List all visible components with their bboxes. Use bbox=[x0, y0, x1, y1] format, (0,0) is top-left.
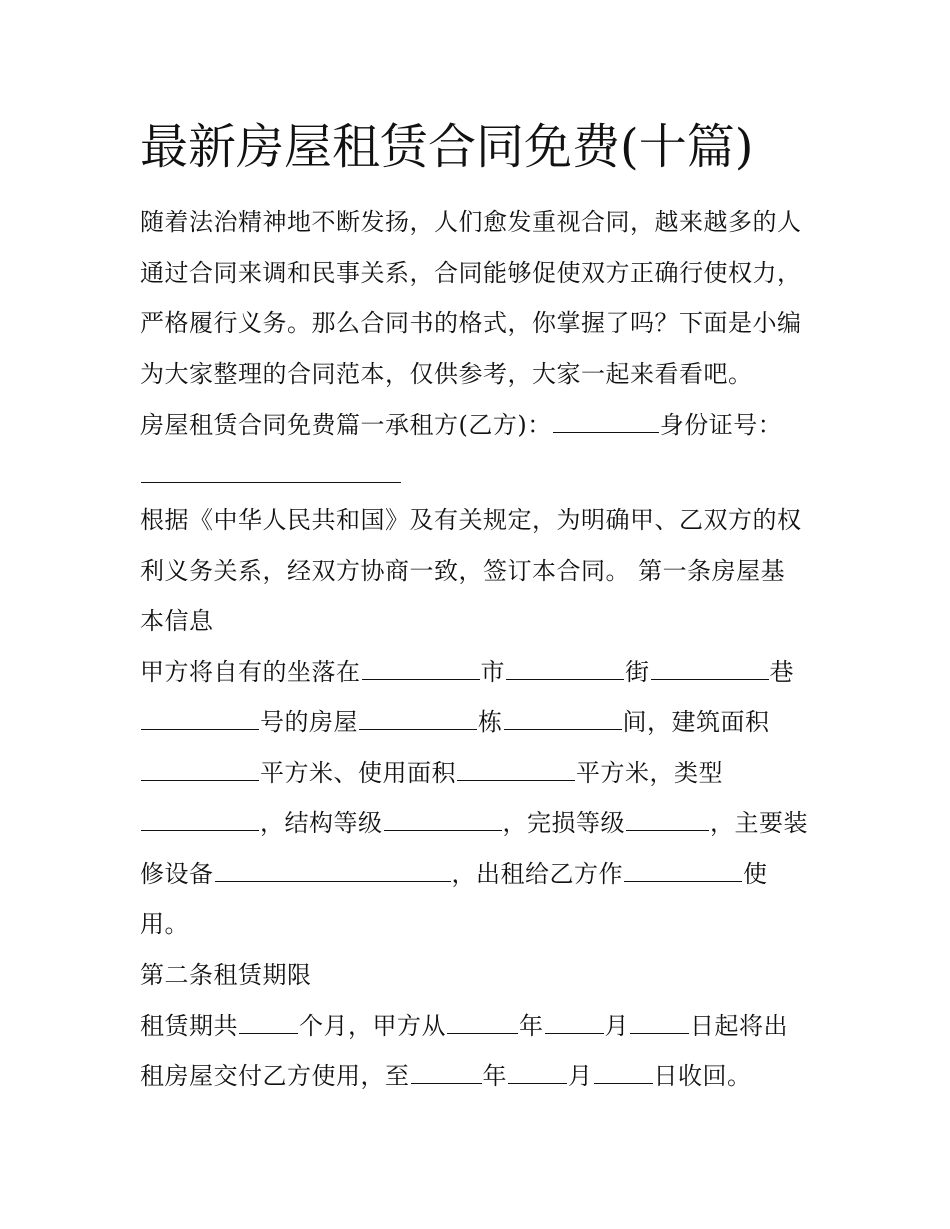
line-text: 栋 bbox=[478, 708, 503, 736]
fill-in-blank bbox=[362, 657, 480, 680]
line-text: 个月，甲方从 bbox=[299, 1012, 446, 1040]
document-line bbox=[140, 604, 214, 638]
document-line bbox=[140, 408, 782, 442]
line-text: 平方米，类型 bbox=[576, 759, 723, 787]
line-text: 街 bbox=[625, 658, 650, 686]
line-text: 修设备 bbox=[140, 860, 214, 888]
document-line bbox=[140, 1009, 788, 1043]
fill-in-blank bbox=[457, 758, 575, 781]
document-title: 最新房屋租赁合同免费(十篇) bbox=[140, 119, 754, 175]
document-line bbox=[140, 857, 768, 891]
line-text: 随着法治精神地不断发扬，人们愈发重视合同，越来越多的人 bbox=[140, 208, 802, 236]
document-line bbox=[140, 705, 770, 739]
document-line bbox=[140, 357, 753, 391]
line-text: ，出租给乙方作 bbox=[451, 860, 623, 888]
line-text: 根据《中华人民共和国》及有关规定，为明确甲、乙双方的权 bbox=[140, 506, 802, 534]
line-text: 使 bbox=[743, 860, 768, 888]
line-text: 身份证号： bbox=[659, 411, 783, 439]
line-text: 本信息 bbox=[140, 607, 214, 635]
line-text: 利义务关系，经双方协商一致，签订本合同。 第一条房屋基 bbox=[140, 557, 786, 585]
line-text: 巷 bbox=[769, 658, 794, 686]
line-text: ，完损等级 bbox=[502, 809, 625, 837]
document-line bbox=[140, 205, 802, 239]
fill-in-blank bbox=[141, 758, 259, 781]
line-text: 租赁期共 bbox=[140, 1012, 238, 1040]
fill-in-blank bbox=[384, 808, 502, 831]
fill-in-blank bbox=[504, 707, 622, 730]
fill-in-blank bbox=[651, 657, 769, 680]
fill-in-blank bbox=[545, 1011, 604, 1034]
line-text: ，结构等级 bbox=[260, 809, 383, 837]
fill-in-blank bbox=[506, 657, 624, 680]
fill-in-blank bbox=[624, 859, 742, 882]
line-text: 月 bbox=[568, 1062, 593, 1090]
line-text: ，主要装 bbox=[710, 809, 808, 837]
document-line bbox=[140, 554, 785, 588]
line-text: 年 bbox=[482, 1062, 507, 1090]
fill-in-blank bbox=[141, 460, 401, 483]
document-line bbox=[140, 256, 802, 290]
document-line bbox=[140, 655, 794, 689]
fill-in-blank bbox=[630, 1011, 689, 1034]
document-line bbox=[140, 458, 402, 492]
line-text: 日收回。 bbox=[653, 1062, 752, 1090]
line-text: 平方米、使用面积 bbox=[260, 759, 456, 787]
line-text: 号的房屋 bbox=[260, 708, 358, 736]
line-text: 甲方将自有的坐落在 bbox=[140, 658, 361, 686]
line-text: 第二条租赁期限 bbox=[140, 961, 312, 989]
line-text: 为大家整理的合同范本，仅供参考，大家一起来看看吧。 bbox=[140, 360, 753, 388]
line-text: 房屋租赁合同免费篇一承租方(乙方)： bbox=[140, 411, 552, 439]
document-line bbox=[140, 907, 189, 941]
fill-in-blank bbox=[141, 808, 259, 831]
fill-in-blank bbox=[411, 1061, 482, 1084]
fill-in-blank bbox=[594, 1061, 653, 1084]
line-text: 月 bbox=[604, 1012, 629, 1040]
line-text: 市 bbox=[480, 658, 505, 686]
document-line bbox=[140, 806, 808, 840]
line-text: 用。 bbox=[140, 910, 189, 938]
fill-in-blank bbox=[215, 859, 451, 882]
fill-in-blank bbox=[141, 707, 259, 730]
document-line bbox=[140, 756, 723, 790]
document-line bbox=[140, 958, 312, 992]
line-text: 年 bbox=[519, 1012, 544, 1040]
line-text: 租房屋交付乙方使用，至 bbox=[140, 1062, 410, 1090]
document-line bbox=[140, 306, 802, 340]
fill-in-blank bbox=[359, 707, 477, 730]
fill-in-blank bbox=[239, 1011, 298, 1034]
fill-in-blank bbox=[447, 1011, 518, 1034]
fill-in-blank bbox=[553, 410, 659, 433]
fill-in-blank bbox=[626, 808, 709, 831]
document-line bbox=[140, 503, 802, 537]
fill-in-blank bbox=[508, 1061, 567, 1084]
line-text: 通过合同来调和民事关系，合同能够促使双方正确行使权力， bbox=[140, 259, 802, 287]
line-text: 日起将出 bbox=[690, 1012, 788, 1040]
line-text: 严格履行义务。那么合同书的格式，你掌握了吗？下面是小编 bbox=[140, 309, 802, 337]
line-text: 间，建筑面积 bbox=[622, 708, 770, 736]
document-line bbox=[140, 1059, 752, 1093]
